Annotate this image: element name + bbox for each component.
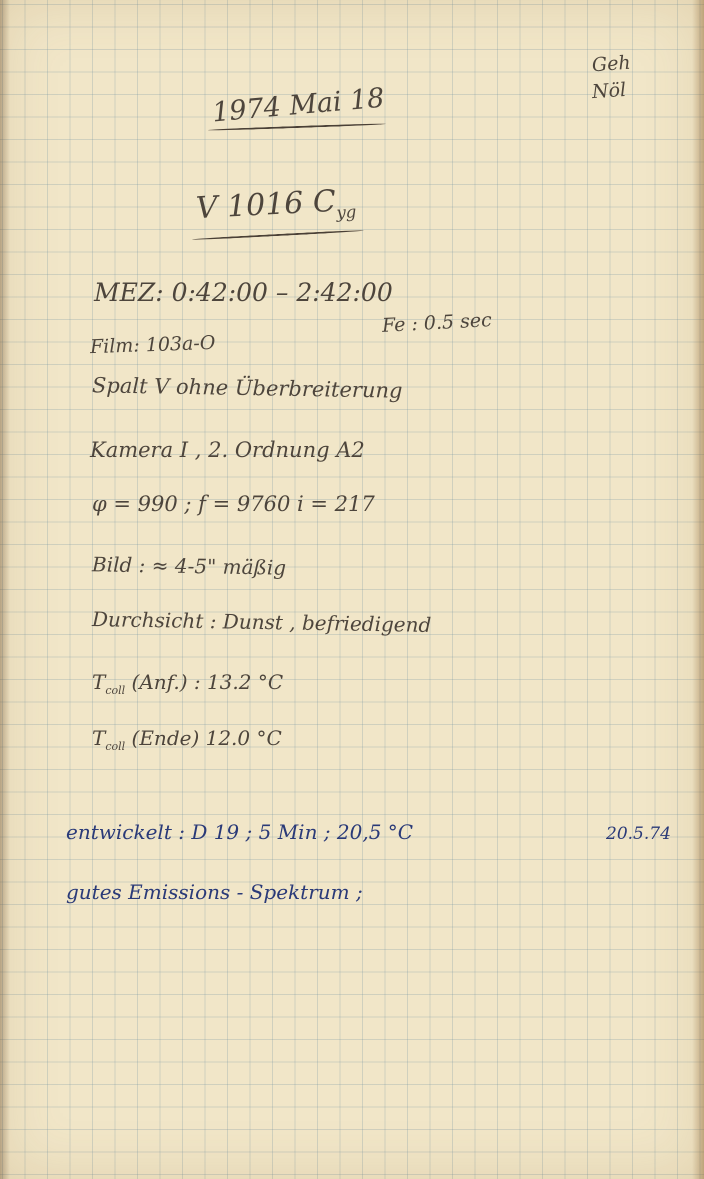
tcoll-start-symbol: T [92, 670, 106, 694]
tcoll-start-subscript: coll [105, 683, 126, 697]
tcoll-end [92, 728, 282, 752]
object-name: V 1016 C [195, 183, 337, 227]
tcoll-end-symbol: T [92, 726, 106, 750]
mez-time-range: MEZ: 0:42:00 – 2:42:00 [94, 278, 393, 307]
image-seeing: Bild : ≈ 4-5" mäßig [91, 552, 287, 580]
development-line: entwickelt : D 19 ; 5 Min ; 20,5 °C [66, 820, 414, 844]
object-subscript: yg [335, 202, 357, 223]
tcoll-end-value: (Ende) 12.0 °C [125, 726, 282, 750]
development-date: 20.5.74 [606, 824, 671, 844]
slit-setting: Spalt V ohne Überbreiterung [91, 373, 403, 403]
transparency: Durchsicht : Dunst , befriedigend [91, 607, 432, 637]
tcoll-end-subscript: coll [105, 739, 126, 753]
corner-note-line-1: Geh [591, 51, 632, 77]
spectrum-result: gutes Emissions - Spektrum ; [66, 880, 363, 904]
notebook-spine-shadow [0, 0, 10, 1179]
object-heading [195, 183, 357, 229]
fe-exposure: Fe : 0.5 sec [381, 309, 493, 337]
date-heading: 1974 Mai 18 [210, 82, 386, 129]
corner-note-line-2: Nöl [591, 78, 627, 104]
page-edge-shadow [692, 0, 704, 1179]
object-underline [192, 230, 364, 241]
tcoll-start-value: (Anf.) : 13.2 °C [125, 670, 284, 694]
angle-focus-params: φ = 990 ; f = 9760 i = 217 [92, 492, 375, 516]
film-type: Film: 103a-O [89, 331, 216, 359]
camera-order: Kamera I , 2. Ordnung A2 [90, 438, 365, 462]
tcoll-start [92, 672, 283, 696]
